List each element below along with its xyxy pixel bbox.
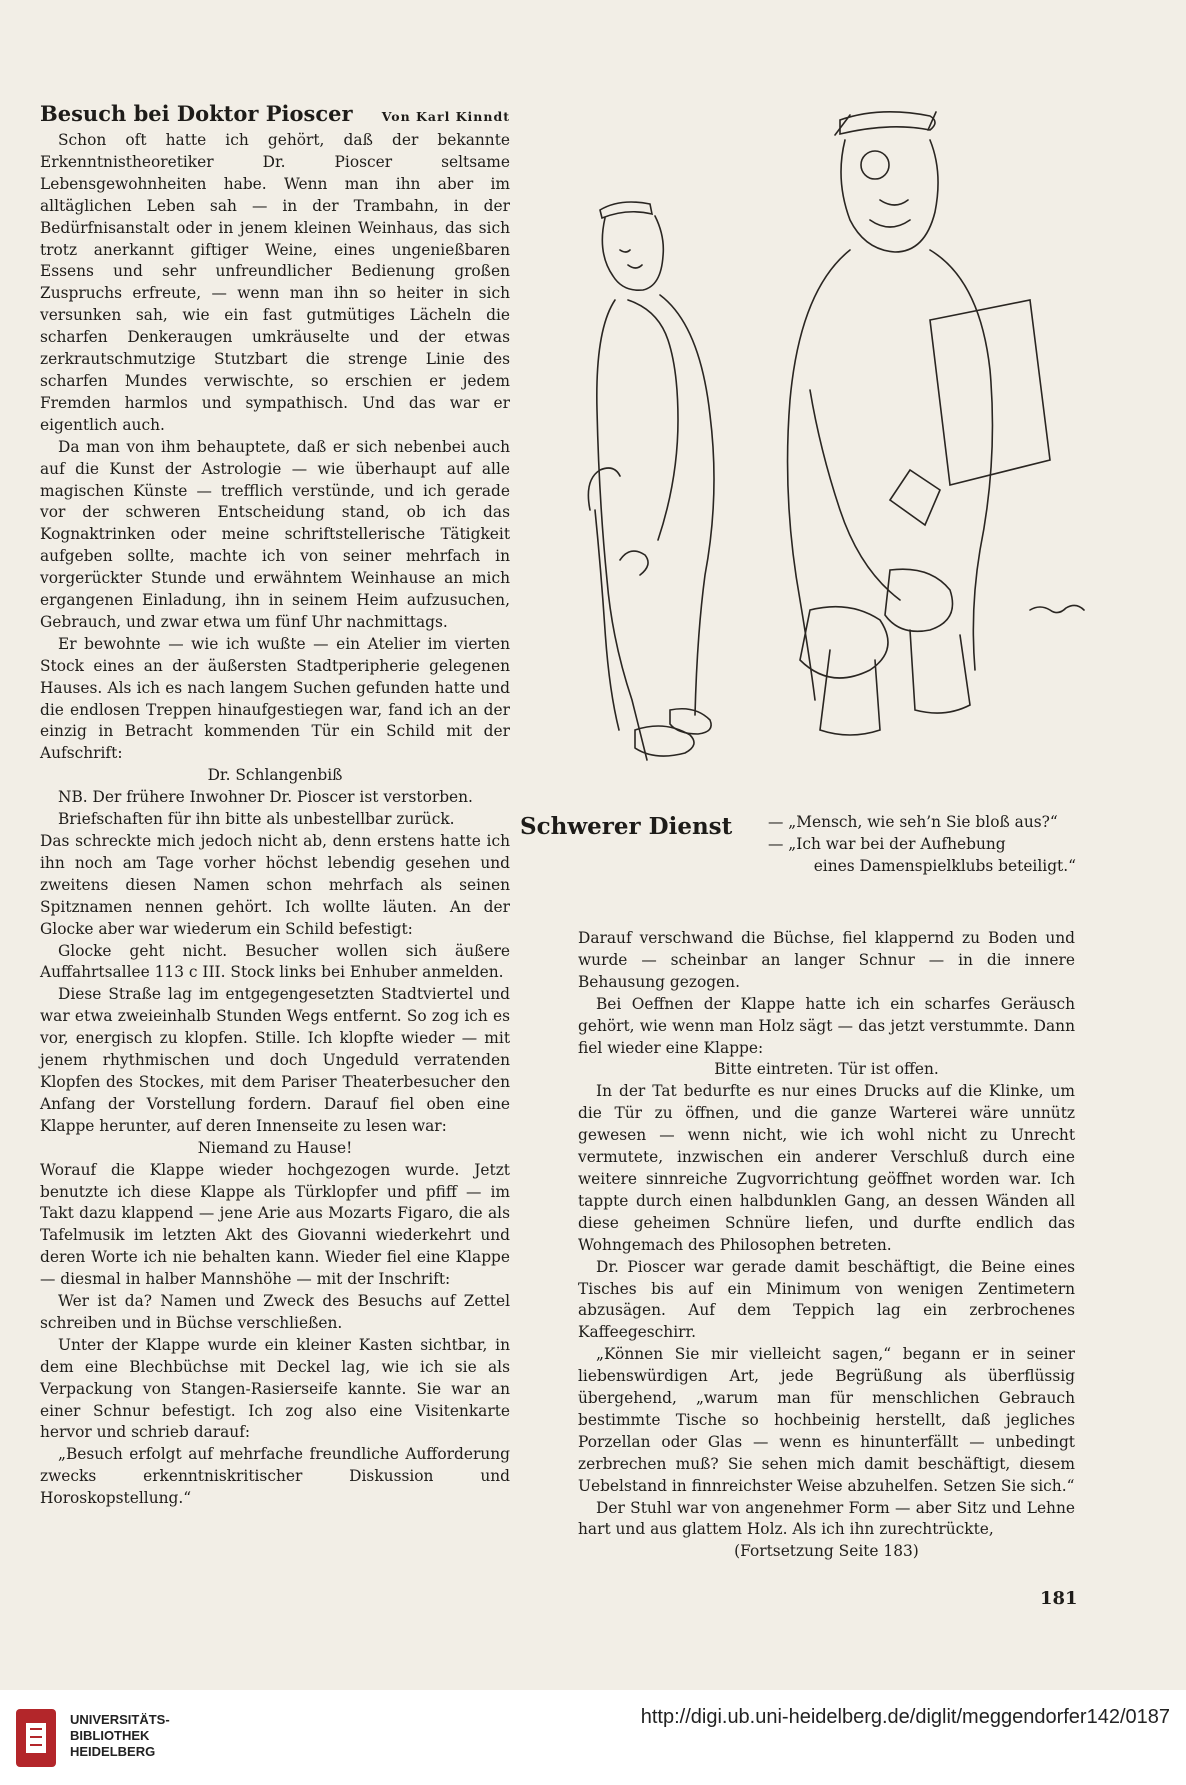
page-number: 181 bbox=[1040, 1588, 1078, 1609]
left-figure-drawing bbox=[588, 202, 714, 760]
paragraph: Diese Straße lag im entgegengesetzten Stadtviertel und war etwa zweieinhalb Stunden Wegs entfernt. So zog ich es vor, energisch zu klopfen. Stille. Ich klopfte wieder — mit jenem rhythmischen und doch Ungeduld verratenden Klopfen des Stockes, mit dem Pariser Theaterbesucher den Anfang der Vorstellung fordern. Darauf fiel oben eine Klappe herunter, auf deren Innenseite zu lesen war: bbox=[40, 985, 510, 1135]
article-title: Besuch bei Doktor Pioscer bbox=[40, 101, 353, 126]
paragraph: In der Tat bedurfte es nur eines Drucks auf die Klinke, um die Tür zu öffnen, und die ganze Warterei wäre unnütz gewesen — wenn nicht, wie ich wohl nicht zu Unrecht vermutete, inzwischen ein anderer Verschluß durch eine weitere sinnreiche Zugvorrichtung geöffnet worden war. Ich tappte durch einen halbdunklen Gang, an dessen Wänden all diese geheimen Schnüre liefen, und durfte endlich das Wohngemach des Philosophen betreten. bbox=[578, 1082, 1075, 1254]
paragraph: Briefschaften für ihn bitte als unbestellbar zurück. bbox=[58, 810, 455, 829]
cartoon-illustration bbox=[510, 90, 1110, 810]
paragraph: „Besuch erfolgt auf mehrfache freundliche Aufforderung zwecks erkenntniskritischer Diskussion und Horoskopstellung.“ bbox=[40, 1445, 510, 1508]
paragraph: Er bewohnte — wie ich wußte — ein Atelier im vierten Stock eines an der äußersten Stadtperipherie gelegenen Hauses. Als ich es nach langem Suchen gefunden hatte und die endlosen Treppen hinaufgestiegen war, fand ich an der einzig in Betracht kommenden Tür ein Schild mit der Aufschrift: bbox=[40, 634, 510, 763]
right-figure-drawing bbox=[788, 112, 1084, 735]
paragraph: Bitte eintreten. Tür ist offen. bbox=[714, 1060, 939, 1079]
cartoon-caption-line-1: — „Mensch, wie seh’n Sie bloß aus?“ bbox=[768, 813, 1058, 831]
paragraph: Dr. Schlangenbiß bbox=[207, 766, 343, 785]
paragraph: Bei Oeffnen der Klappe hatte ich ein scharfes Geräusch gehört, wie wenn man Holz sägt — das jetzt verstummte. Dann fiel wieder eine Klappe: bbox=[578, 994, 1075, 1057]
cartoon-title: Schwerer Dienst bbox=[520, 813, 733, 840]
paragraph: Der Stuhl war von angenehmer Form — aber Sitz und Lehne hart und aus glattem Holz. Als ich ihn zurechtrückte, bbox=[578, 1498, 1075, 1539]
cartoon-caption-line-3: eines Damenspielklubs beteiligt.“ bbox=[813, 856, 1076, 875]
paragraph: Worauf die Klappe wieder hochgezogen wurde. Jetzt benutzte ich diese Klappe als Türklopfer und pfiff — im Takt dazu klappend — jene Arie aus Mozarts Figaro, die als Tafelmusik im letzten Akt des Giovanni wiederkehrt und deren Worte ich nie behalten kann. Wieder fiel eine Klappe — diesmal in halber Mannshöhe — mit der Inschrift: bbox=[40, 1160, 510, 1289]
library-name bbox=[70, 1712, 170, 1760]
paragraph: Wer ist da? Namen und Zweck des Besuchs auf Zettel schreiben und in Büchse verschließen. bbox=[40, 1292, 510, 1332]
paragraph: „Können Sie mir vielleicht sagen,“ begann er in seiner liebenswürdigen Art, jede Begrüßung als überflüssig übergehend, „warum man für menschlichen Gebrauch bestimmte Tische so hochbeinig herstellt, daß jegliches Porzellan oder Glas — wenn es hinunterfällt — unbedingt zerbrechen muß? Sie sehen mich damit beschäftigt, diesem Uebelstand in finnreichster Weise abzuhelfen. Setzen Sie sich.“ bbox=[578, 1345, 1075, 1495]
viewer-footer bbox=[0, 1690, 1186, 1785]
paragraph: Dr. Pioscer war gerade damit beschäftigt, die Beine eines Tisches bis auf ein Minimum von wenigen Zentimetern abzusägen. Auf dem Teppich lag ein zerbrochenes Kaffeegeschirr. bbox=[578, 1257, 1075, 1342]
paragraph: Schon oft hatte ich gehört, daß der bekannte Erkenntnistheoretiker Dr. Pioscer seltsame Lebensgewohnheiten habe. Wenn man ihn aber im alltäglichen Leben sah — in der Trambahn, in der Bedürfnisanstalt oder in jenem kleinen Weinhaus, das sich trotz anerkannt giftiger Weine, eines ungenießbaren Essens und sehr unfreundlicher Bedienung großen Zuspruchs erfreute, — wenn man ihn so heiter in sich versunken sah, wie ein fast gutmütiges Lächeln die scharfen Denkeraugen umkräuselte und der etwas zerkrautschmutzige Stutzbart die strenge Linie des scharfen Mundes verwischte, so erschien er jedem Fremden harmlos und sympathisch. Und das war er eigentlich auch. bbox=[40, 131, 510, 434]
article-heading bbox=[40, 101, 510, 126]
university-seal-icon bbox=[12, 1705, 60, 1771]
paragraph: (Fortsetzung Seite 183) bbox=[734, 1542, 919, 1561]
paragraph: Darauf verschwand die Büchse, fiel klappernd zu Boden und wurde — scheinbar an langer Schnur — in die innere Behausung gezogen. bbox=[578, 929, 1075, 991]
paragraph: Unter der Klappe wurde ein kleiner Kasten sichtbar, in dem eine Blechbüchse mit Deckel lag, wie ich sie als Verpackung von Stangen-Rasierseife kannte. Sie war an einer Schnur befestigt. Ich zog also eine Visitenkarte hervor und schrieb darauf: bbox=[40, 1335, 510, 1442]
article-author: Von Karl Kinndt bbox=[381, 109, 510, 124]
library-name-line-1: UNIVERSITÄTS- bbox=[70, 1712, 170, 1727]
paragraph: Niemand zu Hause! bbox=[197, 1138, 353, 1157]
right-column bbox=[578, 928, 1075, 1563]
paragraph: Das schreckte mich jedoch nicht ab, denn erstens hatte ich ihn noch am Tage vorher höchst lebendig gesehen und zweitens diesen Namen schon mehrfach als seinen Spitznamen nennen gehört. Ich wollte läuten. An der Glocke aber war wiederum ein Schild befestigt: bbox=[40, 832, 510, 938]
cartoon-caption bbox=[768, 812, 1076, 878]
library-name-line-2: BIBLIOTHEK bbox=[70, 1728, 150, 1743]
paragraph: Da man von ihm behauptete, daß er sich nebenbei auch auf die Kunst der Astrologie — wie überhaupt auf alle magischen Künste — trefflich verstünde, und ich gerade vor der schweren Entscheidung stand, ob ich das Kognaktrinken oder meine schriftstellerische Tätigkeit aufgeben sollte, machte ich von seiner mehrfach in vorgerückter Stunde und erwähntem Weinhause an mich ergangenen Einladung, ihn in seinem Heim aufzusuchen, Gebrauch, und zwar etwa um fünf Uhr nachmittags. bbox=[40, 437, 510, 631]
cartoon-caption-line-2: — „Ich war bei der Aufhebung bbox=[768, 834, 1006, 853]
permalink-url[interactable]: http://digi.ub.uni-heidelberg.de/diglit/meggendorfer142/0187 bbox=[640, 1706, 1170, 1728]
paragraph: NB. Der frühere Inwohner Dr. Pioscer ist verstorben. bbox=[58, 788, 473, 807]
paragraph: Glocke geht nicht. Besucher wollen sich äußere Auffahrtsallee 113 c III. Stock links bei Enhuber anmelden. bbox=[40, 941, 510, 982]
library-name-line-3: HEIDELBERG bbox=[70, 1744, 156, 1759]
left-column bbox=[40, 130, 510, 1510]
